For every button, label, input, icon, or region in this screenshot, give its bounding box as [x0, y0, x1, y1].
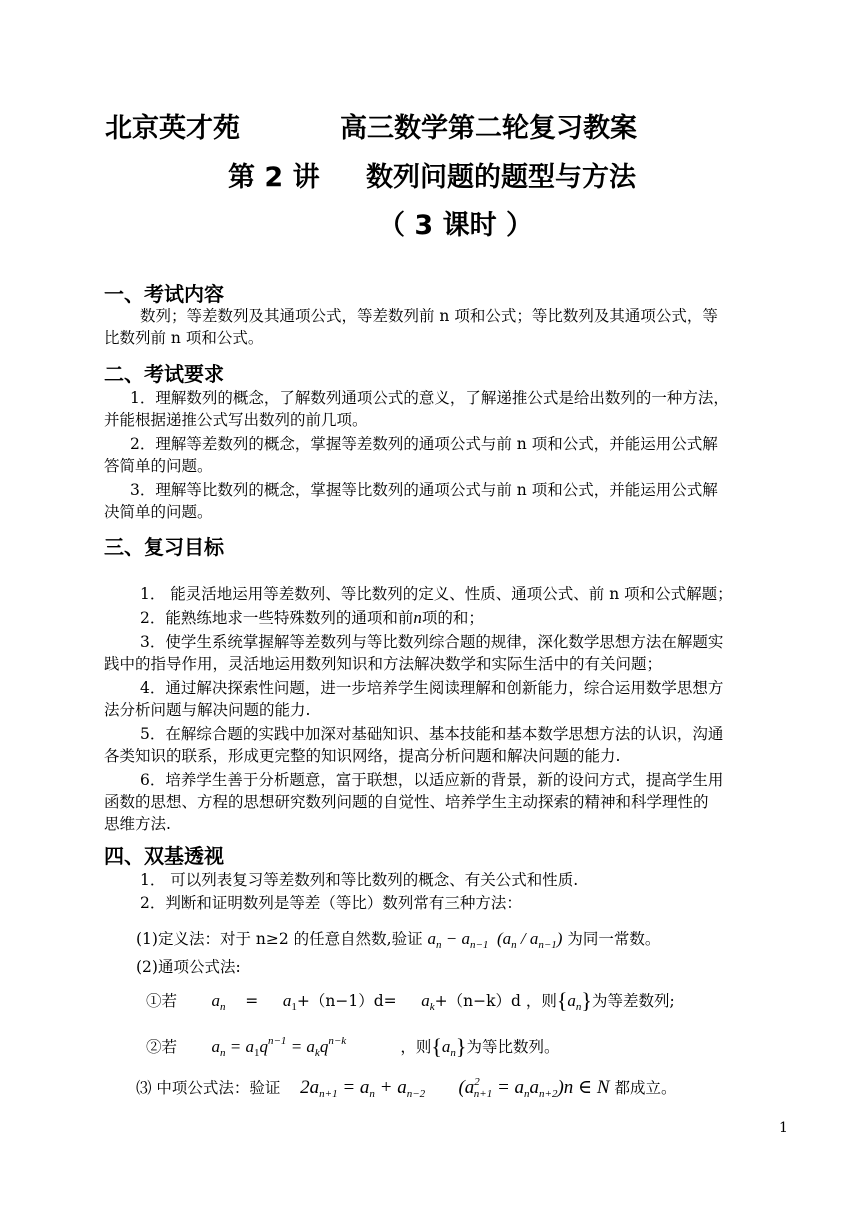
math-an: $a_n$ [211, 991, 226, 1013]
math-ak: $a_k$ [421, 991, 435, 1013]
page-number: 1 [779, 1120, 788, 1136]
method-text: 都成立。 [614, 1079, 677, 1097]
math-a1: $a_1$ [282, 991, 297, 1013]
paragraph-line: 1． 能灵活地运用等差数列、等比数列的定义、性质、通项公式、前 n 项和公式解题； [140, 585, 733, 603]
criterion-text: 为等比数列。 [466, 1038, 560, 1056]
class-hours: （ 3 课时 ） [378, 210, 533, 241]
geometric-criterion-line [146, 1030, 559, 1064]
paragraph-line: 比数列前 n 项和公式。 [104, 329, 264, 347]
lecture-topic: 数列问题的题型与方法 [366, 162, 636, 193]
paragraph-line: 1． 可以列表复习等差数列和等比数列的概念、有关公式和性质. [140, 871, 579, 889]
paragraph-line: 4．通过解决探索性问题，进一步培养学生阅读理解和创新能力，综合运用数学思想方 [140, 679, 724, 697]
method-text: 为同一常数。 [567, 930, 661, 948]
paragraph-line: 数列；等差数列及其通项公式，等差数列前 n 项和公式；等比数列及其通项公式，等 [140, 307, 718, 325]
difference-formula: $a_n - a_{n-1}$ $(a_n / a_{n-1})$ [427, 929, 563, 951]
middle-term-line [136, 1071, 677, 1105]
paragraph-line: 决简单的问题。 [104, 503, 213, 521]
paragraph-line: 2．判断和证明数列是等差（等比）数列常有三种方法： [140, 894, 522, 912]
criterion-text: ①若 [146, 992, 178, 1010]
lecture-number: 第 2 讲 [228, 162, 320, 193]
paragraph-line: 6．培养学生善于分析题意，富于联想，以适应新的背景，新的设问方式，提高学生用 [140, 771, 724, 789]
math-sequence: $\{a_n\}$ [556, 988, 592, 1013]
math-n: n [413, 608, 422, 627]
paragraph-line: 践中的指导作用，灵活地运用数列知识和方法解决数学和实际生活中的有关问题； [104, 655, 663, 673]
paragraph-line: (2)通项公式法: [136, 958, 241, 976]
section-heading: 二、考试要求 [104, 362, 224, 386]
criterion-text: = [245, 992, 259, 1010]
paragraph-line: 1．理解数列的概念，了解数列通项公式的意义，了解递推公式是给出数列的一种方法， [130, 389, 729, 407]
paragraph-line: 函数的思想、方程的思想研究数列问题的自觉性、培养学生主动探索的精神和科学理性的 [104, 793, 709, 811]
middle-term-formula: $2a_{n+1} = a_n + a_{n-2}$ $(a^2_{n+1} = a_na_{n+2})n$ ∈ N [300, 1076, 610, 1100]
definition-method-line [136, 928, 660, 956]
criterion-text: ②若 [146, 1038, 178, 1056]
arithmetic-criterion-line [146, 990, 675, 1018]
criterion-text: +（n−1）d= [296, 992, 397, 1010]
method-text: ⑶ 中项公式法：验证 [136, 1079, 281, 1097]
paragraph-line: 答简单的问题。 [104, 457, 213, 475]
school-name: 北京英才苑 [105, 113, 240, 144]
criterion-text: ，则 [400, 1038, 432, 1056]
paragraph-line [140, 607, 484, 629]
course-title: 高三数学第二轮复习教案 [340, 113, 637, 144]
criterion-text: 为等差数列; [591, 992, 675, 1010]
section-heading: 三、复习目标 [104, 535, 224, 559]
criterion-text: +（n−k）d ，则 [434, 992, 557, 1010]
section-heading: 一、考试内容 [104, 282, 224, 306]
paragraph-line: 2．理解等差数列的概念，掌握等差数列的通项公式与前 n 项和公式，并能运用公式解 [130, 435, 718, 453]
paragraph-line: 法分析问题与解决问题的能力. [104, 701, 311, 719]
goal-text: 项的和； [421, 609, 484, 627]
paragraph-line: 5．在解综合题的实践中加深对基础知识、基本技能和基本数学思想方法的认识，沟通 [140, 725, 724, 743]
method-text: (1)定义法：对于 n≥2 的任意自然数,验证 [136, 930, 423, 948]
paragraph-line: 思维方法. [104, 815, 171, 833]
geometric-formula: $a_n = a_1q^{n-1} = a_kq^{n-k}$ [211, 1035, 347, 1059]
paragraph-line: 各类知识的联系，形成更完整的知识网络，提高分析问题和解决问题的能力. [104, 747, 621, 765]
section-heading: 四、双基透视 [104, 844, 224, 868]
paragraph-line: 3．使学生系统掌握解等差数列与等比数列综合题的规律，深化数学思想方法在解题实 [140, 633, 724, 651]
goal-text: 2．能熟练地求一些特殊数列的通项和前 [140, 609, 414, 627]
math-sequence: $\{a_n\}$ [431, 1034, 467, 1059]
paragraph-line: 并能根据递推公式写出数列的前几项。 [104, 411, 368, 429]
paragraph-line: 3．理解等比数列的概念，掌握等比数列的通项公式与前 n 项和公式，并能运用公式解 [130, 481, 718, 499]
